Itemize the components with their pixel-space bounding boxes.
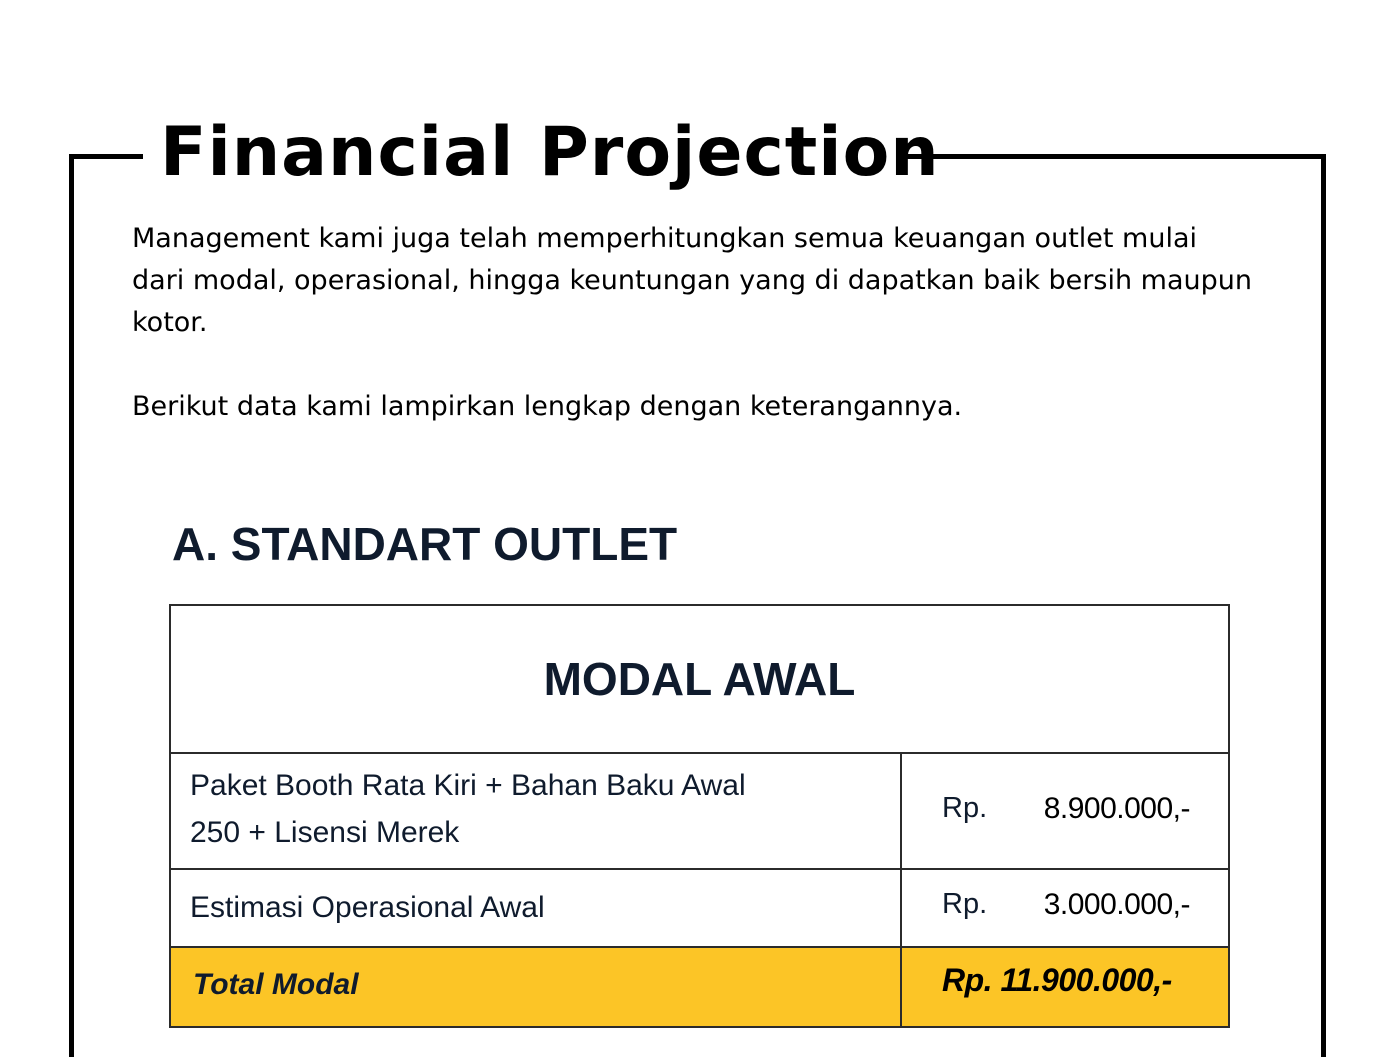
modal-awal-table xyxy=(169,604,1230,1028)
section-title: A. STANDART OUTLET xyxy=(172,518,678,570)
total-amount: Rp. 11.900.000,- xyxy=(942,962,1172,998)
row-amount-value: 3.000.000,- xyxy=(1043,888,1190,921)
table-row xyxy=(171,754,1228,870)
row-currency: Rp. xyxy=(942,792,988,824)
intro-paragraph-1: Management kami juga telah memperhitungkan semua keuangan outlet mulai dari modal, operasional, hingga keuntungan yang di dapatkan baik bersih maupun kotor. xyxy=(132,223,1252,338)
total-label: Total Modal xyxy=(171,948,902,1026)
frame-left-line xyxy=(69,154,74,1057)
frame-right-line xyxy=(1321,154,1326,1057)
frame-top-right-line xyxy=(902,154,1326,159)
page-title: Financial Projection xyxy=(160,113,940,192)
row-description xyxy=(171,754,902,868)
row-amount-value: 8.900.000,- xyxy=(1043,792,1190,825)
row-description-line-2: 250 + Lisensi Merek xyxy=(190,816,460,849)
row-currency: Rp. xyxy=(942,888,988,920)
total-amount-cell xyxy=(902,948,1228,1026)
row-description-line-1: Paket Booth Rata Kiri + Bahan Baku Awal xyxy=(190,769,746,802)
frame-top-left-line xyxy=(69,154,143,159)
table-header: MODAL AWAL xyxy=(171,606,1228,754)
row-description: Estimasi Operasional Awal xyxy=(171,870,902,946)
intro-paragraph-2: Berikut data kami lampirkan lengkap dengan keterangannya. xyxy=(132,391,963,422)
intro-text xyxy=(132,218,1252,428)
table-row xyxy=(171,870,1228,948)
row-amount xyxy=(902,870,1228,946)
total-row xyxy=(171,948,1228,1026)
row-amount xyxy=(902,754,1228,868)
